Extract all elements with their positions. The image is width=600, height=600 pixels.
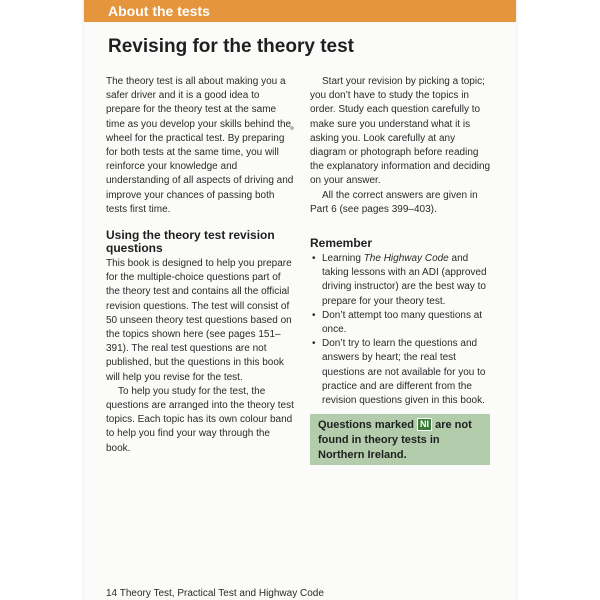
highway-code-title: The Highway Code <box>363 253 449 265</box>
remember-item-1-pre: Learning <box>322 253 364 265</box>
section-title: About the tests <box>108 3 210 19</box>
left-paragraph-2: To help you study for the test, the questions are arranged into the theory test topics. Each topic has its own colour band to help you find your way through the book. <box>106 385 294 454</box>
remember-list <box>310 252 493 408</box>
remember-item-1 <box>310 252 493 309</box>
subheading-revision-questions: Using the theory test revision questions <box>106 228 275 256</box>
right-paragraph-2: All the correct answers are given in Part 6 (see pages 399–403). <box>310 189 478 215</box>
ni-notice-text <box>318 418 488 463</box>
intro-paragraph: The theory test is all about making you a safer driver and it is a good idea to prepare for the theory test at the same time as you develop your skills behind the wheel for the practical test. By preparing for both tests at the same time, you will reinforce your knowledge and understanding of all aspects of driving and improve your chances of passing both tests first time. <box>106 76 294 215</box>
left-column <box>106 75 294 456</box>
ni-notice-box <box>310 414 490 465</box>
right-column <box>310 75 493 408</box>
ni-badge: NI <box>417 418 432 431</box>
remember-item-2: • Don’t attempt too many questions at once. <box>310 309 493 337</box>
section-header-band <box>84 0 516 22</box>
ni-notice-pre: Questions marked <box>318 419 418 431</box>
remember-heading: Remember <box>310 236 373 251</box>
remember-item-3: • Don’t try to learn the questions and answers by heart; the real test questions are not available for you to practice and are different from the revision questions given in this book. <box>310 337 493 408</box>
remember-item-1-post: and taking lessons with an ADI (approved driving instructor) are the best way to prepare for your theory test. <box>322 253 487 307</box>
ni-notice-post: are not found in theory tests in Northern Ireland. <box>318 419 472 461</box>
page-title: Revising for the theory test <box>108 36 354 57</box>
right-paragraph-1: Start your revision by picking a topic; you don’t have to study the topics in order. Study each question carefully to make sure you understand what it is asking you. Look carefully at any diagram or photograph before reading the explanatory information and deciding on your answer. <box>310 76 491 187</box>
left-paragraph-1: This book is designed to help you prepare for the multiple-choice questions part of the theory test and contains all the official revision questions. The test will consist of 50 unseen theory test questions based on the topics shown here (see pages 151–391). The real test questions are not published, but the questions in this book will help you revise for the test. <box>106 258 292 383</box>
book-page <box>84 0 516 600</box>
page-footer: 14 Theory Test, Practical Test and Highway Code <box>106 588 324 599</box>
